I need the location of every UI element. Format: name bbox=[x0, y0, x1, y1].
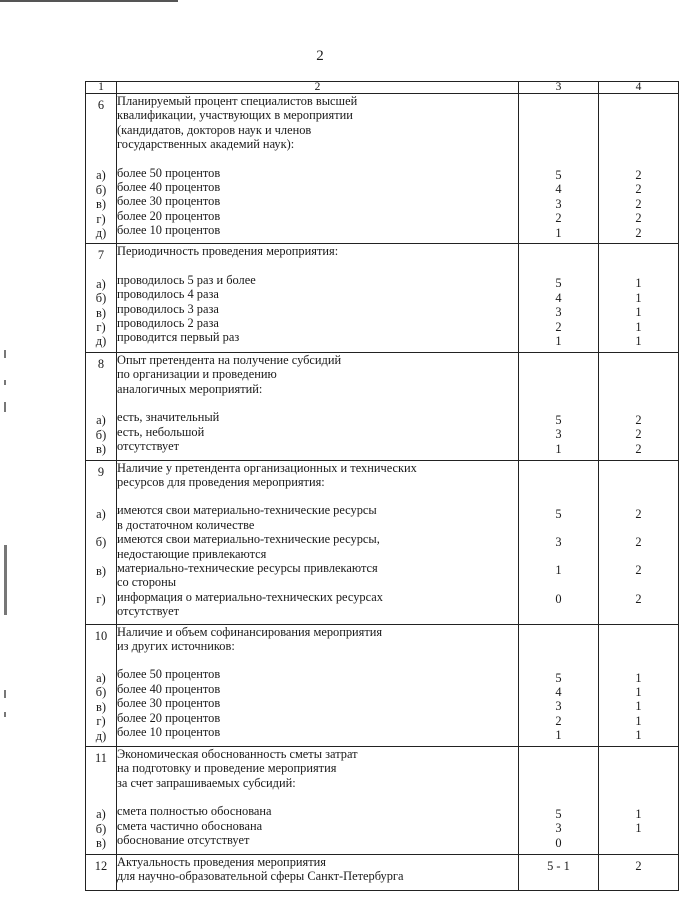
criterion-number-cell bbox=[86, 94, 117, 244]
item-letter: б) bbox=[95, 685, 107, 700]
item-text-line: имеются свои материально-технические ресурсы, bbox=[117, 532, 380, 547]
item-text-line: более 10 процентов bbox=[117, 223, 221, 238]
table-row bbox=[86, 624, 679, 746]
item-text-line: более 10 процентов bbox=[117, 724, 221, 739]
item-text-line: более 50 процентов bbox=[117, 165, 221, 180]
points-cell bbox=[519, 94, 599, 244]
item-letter: д) bbox=[95, 728, 107, 743]
criterion-title-line: из других источников: bbox=[117, 638, 235, 653]
weight-cell bbox=[599, 352, 679, 460]
item-letter: в) bbox=[96, 699, 106, 714]
points-value: 3 bbox=[555, 534, 562, 549]
item-text-line: в достаточном количестве bbox=[117, 517, 255, 532]
weight-value: 2 bbox=[635, 506, 642, 521]
item-text-line: обоснование отсутствует bbox=[117, 833, 250, 847]
item-text-line: проводилось 3 раза bbox=[117, 301, 219, 316]
points-value: 2 bbox=[555, 319, 562, 334]
criterion-text-cell bbox=[117, 746, 519, 854]
table-row bbox=[86, 854, 679, 890]
criterion-number: 9 bbox=[97, 464, 105, 479]
points-value: 0 bbox=[555, 591, 562, 606]
weight-value: 2 bbox=[635, 591, 642, 606]
item-letter: в) bbox=[96, 305, 106, 320]
item-text-line: отсутствует bbox=[117, 604, 179, 619]
criterion-title-line: квалификации, участвующих в мероприятии bbox=[117, 108, 353, 123]
points-value: 5 bbox=[555, 276, 562, 291]
item-letter: в) bbox=[96, 836, 106, 851]
points-value: 5 bbox=[555, 168, 562, 182]
points-value: 1 bbox=[555, 334, 562, 349]
item-text-line: более 30 процентов bbox=[117, 696, 221, 711]
item-text-line: более 40 процентов bbox=[117, 180, 221, 195]
points-value: 4 bbox=[555, 684, 562, 699]
points-value: 5 bbox=[555, 412, 562, 427]
criterion-text-cell bbox=[117, 460, 519, 624]
item-letter: г) bbox=[96, 211, 106, 226]
criterion-title-line: ресурсов для проведения мероприятия: bbox=[117, 474, 325, 489]
weight-cell bbox=[599, 624, 679, 746]
header-cell: 3 bbox=[519, 82, 599, 94]
points-value: 5 bbox=[555, 506, 562, 521]
weight-cell bbox=[599, 460, 679, 624]
weight-cell bbox=[599, 854, 679, 890]
points-value: 5 bbox=[555, 670, 562, 685]
weight-value: 1 bbox=[635, 670, 642, 685]
points-cell bbox=[519, 746, 599, 854]
page-number: 2 bbox=[316, 48, 324, 64]
header-cell: 4 bbox=[599, 82, 679, 94]
weight-cell bbox=[599, 94, 679, 244]
points-value: 3 bbox=[555, 196, 562, 211]
weight-value: 2 bbox=[635, 412, 642, 427]
criterion-text-cell bbox=[117, 624, 519, 746]
table-row bbox=[86, 352, 679, 460]
points-value: 1 bbox=[555, 563, 562, 578]
criterion-title-line: для научно-образовательной сферы Санкт-Петербурга bbox=[117, 869, 404, 883]
criterion-title-line: Экономическая обоснованность сметы затрат bbox=[117, 746, 358, 761]
weight-value: 1 bbox=[635, 728, 642, 743]
points-value: 3 bbox=[555, 305, 562, 320]
weight-value: 2 bbox=[635, 196, 642, 211]
item-letter: а) bbox=[96, 168, 106, 183]
item-letter: б) bbox=[95, 821, 107, 836]
item-letter: г) bbox=[96, 592, 106, 607]
criterion-number-cell bbox=[86, 460, 117, 624]
criterion-number: 8 bbox=[97, 356, 105, 371]
item-text-line: информация о материально-технических ресурсах bbox=[117, 589, 383, 604]
item-text-line: со стороны bbox=[117, 575, 177, 590]
points-cell bbox=[519, 352, 599, 460]
criterion-number: 11 bbox=[95, 750, 107, 765]
item-text-line: проводилось 4 раза bbox=[117, 287, 219, 302]
criterion-title-line: за счет запрашиваемых субсидий: bbox=[117, 775, 296, 790]
criterion-number-cell bbox=[86, 624, 117, 746]
points-value: 5 - 1 bbox=[547, 858, 570, 873]
criterion-number: 7 bbox=[97, 248, 105, 263]
item-text-line: проводилось 5 раз и более bbox=[117, 272, 256, 287]
weight-value: 1 bbox=[635, 713, 642, 728]
item-text-line: проводится первый раз bbox=[117, 330, 240, 345]
item-letter: а) bbox=[96, 807, 106, 822]
item-letter: а) bbox=[96, 670, 106, 685]
scan-margin-marks bbox=[2, 340, 8, 720]
criterion-number: 12 bbox=[94, 858, 108, 873]
points-value: 1 bbox=[555, 441, 562, 456]
criterion-title-line: Наличие и объем софинансирования мероприятия bbox=[117, 624, 383, 639]
criterion-number-cell bbox=[86, 352, 117, 460]
item-text-line: смета полностью обоснована bbox=[117, 804, 272, 819]
item-letter: б) bbox=[95, 291, 107, 306]
item-letter: а) bbox=[96, 506, 106, 521]
item-letter: г) bbox=[96, 320, 106, 335]
criterion-title-line: Периодичность проведения мероприятия: bbox=[117, 244, 339, 259]
item-letter: д) bbox=[95, 226, 107, 241]
table-row bbox=[86, 244, 679, 352]
weight-value: 2 bbox=[635, 563, 642, 578]
criterion-number: 10 bbox=[94, 628, 108, 643]
weight-value: 2 bbox=[635, 168, 642, 182]
item-letter: д) bbox=[95, 334, 107, 349]
weight-cell bbox=[599, 244, 679, 352]
table-header-row bbox=[86, 82, 679, 94]
weight-value: 2 bbox=[635, 534, 642, 549]
item-letter: а) bbox=[96, 276, 106, 291]
item-letter: а) bbox=[96, 413, 106, 428]
points-value: 0 bbox=[555, 835, 562, 850]
points-value: 3 bbox=[555, 427, 562, 442]
top-rule bbox=[0, 0, 178, 2]
points-cell bbox=[519, 854, 599, 890]
points-value: 1 bbox=[555, 225, 562, 240]
weight-value: 2 bbox=[635, 182, 642, 197]
item-letter: в) bbox=[96, 563, 106, 578]
criterion-text-cell bbox=[117, 94, 519, 244]
criterion-title-line: по организации и проведению bbox=[117, 367, 277, 382]
criterion-title-line: Наличие у претендента организационных и технических bbox=[117, 460, 417, 475]
item-text-line: более 50 процентов bbox=[117, 667, 221, 682]
item-text-line: смета частично обоснована bbox=[117, 818, 263, 833]
item-letter: б) bbox=[95, 427, 107, 442]
table-row bbox=[86, 460, 679, 624]
criterion-title-line: аналогичных мероприятий: bbox=[117, 381, 263, 396]
points-cell bbox=[519, 460, 599, 624]
header-cell: 1 bbox=[86, 82, 117, 94]
criterion-number-cell bbox=[86, 746, 117, 854]
criterion-text-cell bbox=[117, 854, 519, 890]
item-letter: в) bbox=[96, 197, 106, 212]
criterion-title-line: на подготовку и проведение мероприятия bbox=[117, 761, 337, 776]
item-text-line: более 20 процентов bbox=[117, 208, 221, 223]
weight-value: 1 bbox=[635, 821, 642, 836]
points-value: 3 bbox=[555, 821, 562, 836]
criterion-title-line: Планируемый процент специалистов высшей bbox=[117, 94, 358, 108]
item-text-line: отсутствует bbox=[117, 438, 179, 453]
weight-value: 2 bbox=[635, 211, 642, 226]
table-row bbox=[86, 94, 679, 244]
weight-value: 1 bbox=[635, 276, 642, 291]
points-value: 2 bbox=[555, 713, 562, 728]
item-text-line: более 40 процентов bbox=[117, 681, 221, 696]
criterion-title-line: Опыт претендента на получение субсидий bbox=[117, 352, 342, 367]
weight-value: 2 bbox=[635, 441, 642, 456]
header-cell: 2 bbox=[117, 82, 519, 94]
table-row bbox=[86, 746, 679, 854]
weight-value: 2 bbox=[635, 427, 642, 442]
criterion-title-line: (кандидатов, докторов наук и членов bbox=[117, 122, 312, 137]
item-text-line: недостающие привлекаются bbox=[117, 546, 267, 561]
weight-value: 1 bbox=[635, 806, 642, 821]
criterion-number-cell bbox=[86, 854, 117, 890]
points-value: 4 bbox=[555, 290, 562, 305]
criterion-title-line: Актуальность проведения мероприятия bbox=[117, 854, 326, 869]
item-text-line: проводилось 2 раза bbox=[117, 316, 219, 331]
item-text-line: более 20 процентов bbox=[117, 710, 221, 725]
item-text-line: более 30 процентов bbox=[117, 194, 221, 209]
criterion-number-cell bbox=[86, 244, 117, 352]
weight-value: 1 bbox=[635, 699, 642, 714]
weight-value: 1 bbox=[635, 305, 642, 320]
criterion-title-line: государственных академий наук): bbox=[117, 137, 295, 152]
criterion-number: 6 bbox=[97, 98, 105, 112]
points-value: 3 bbox=[555, 699, 562, 714]
points-value: 1 bbox=[555, 728, 562, 743]
weight-value: 1 bbox=[635, 334, 642, 349]
points-cell bbox=[519, 244, 599, 352]
item-letter: в) bbox=[96, 442, 106, 457]
item-text-line: имеются свои материально-технические ресурсы bbox=[117, 503, 377, 518]
weight-value: 1 bbox=[635, 319, 642, 334]
item-letter: б) bbox=[95, 535, 107, 550]
weight-value: 2 bbox=[635, 858, 642, 873]
weight-cell bbox=[599, 746, 679, 854]
item-letter: г) bbox=[96, 714, 106, 729]
item-letter: б) bbox=[95, 182, 107, 197]
points-cell bbox=[519, 624, 599, 746]
criteria-table bbox=[85, 81, 679, 891]
points-value: 5 bbox=[555, 806, 562, 821]
points-value: 4 bbox=[555, 182, 562, 197]
item-text-line: есть, небольшой bbox=[117, 424, 205, 439]
weight-value: 1 bbox=[635, 684, 642, 699]
weight-value: 2 bbox=[635, 225, 642, 240]
points-value: 2 bbox=[555, 211, 562, 226]
item-text-line: материально-технические ресурсы привлекаются bbox=[117, 560, 378, 575]
criterion-text-cell bbox=[117, 352, 519, 460]
item-text-line: есть, значительный bbox=[117, 410, 220, 425]
weight-value: 1 bbox=[635, 290, 642, 305]
criterion-text-cell bbox=[117, 244, 519, 352]
